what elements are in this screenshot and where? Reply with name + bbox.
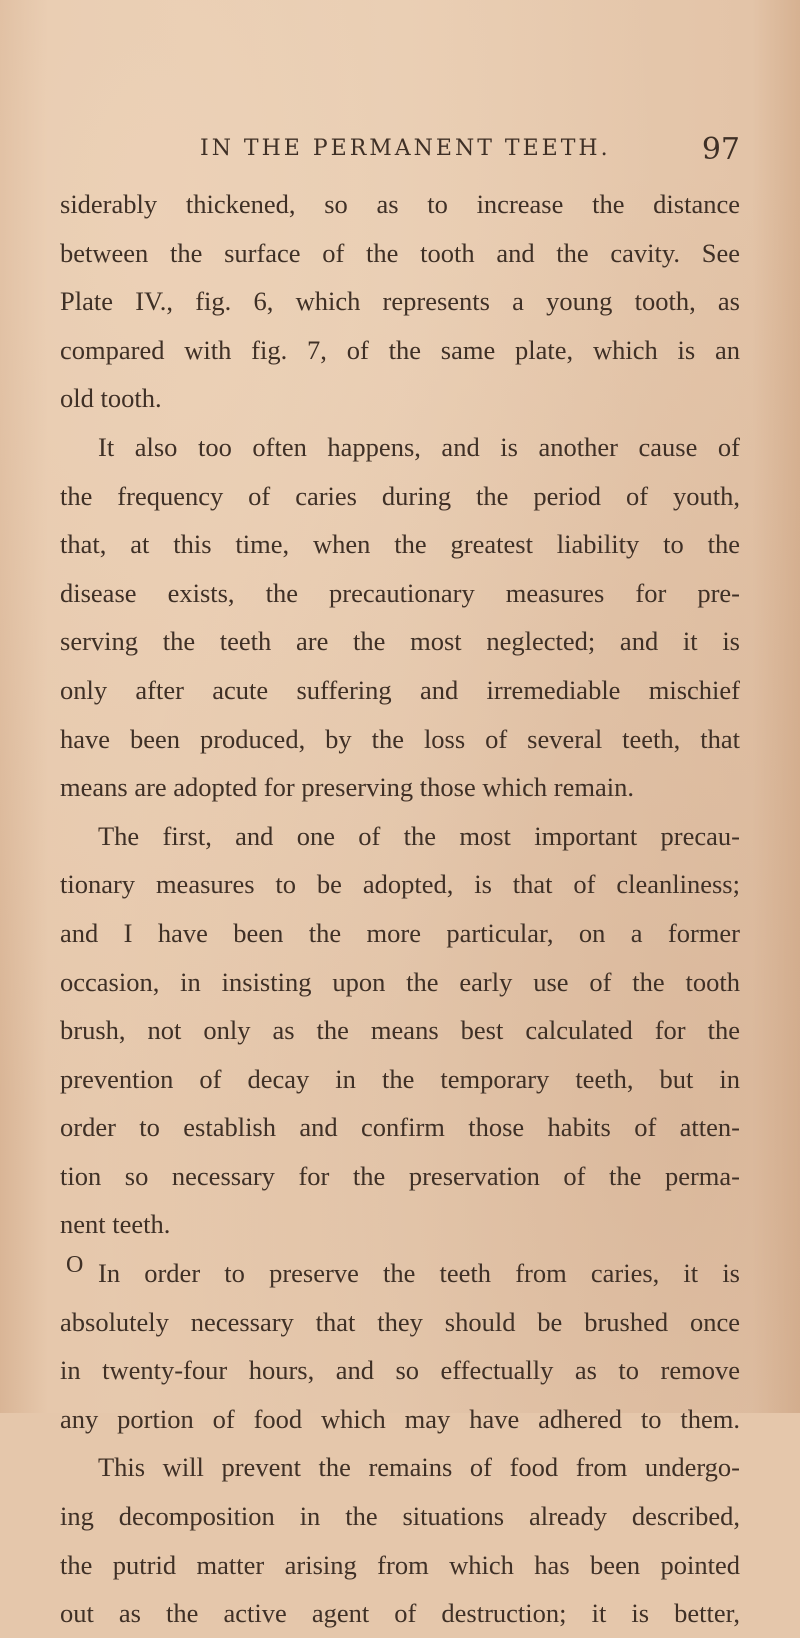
text-line: out as the active agent of destruction; it is better,: [60, 1598, 740, 1629]
text-line: occasion, in insisting upon the early use of the tooth: [60, 966, 740, 997]
text-line: siderably thickened, so as to increase the distance: [60, 189, 740, 219]
text-line: old tooth.: [60, 383, 162, 414]
paragraph-start-line: This will prevent the remains of food from undergo-: [98, 1452, 740, 1483]
text-line: compared with fig. 7, of the same plate, which is an: [60, 334, 740, 365]
text-line: tionary measures to be adopted, is that of cleanliness;: [60, 869, 740, 900]
text-line: the putrid matter arising from which has been pointed: [60, 1549, 740, 1580]
text-line: nent teeth.: [60, 1209, 171, 1240]
text-line: that, at this time, when the greatest liability to the: [60, 529, 740, 560]
text-line: prevention of decay in the temporary teeth, but in: [60, 1063, 740, 1094]
text-line: Plate IV., fig. 6, which represents a young tooth, as: [60, 286, 740, 317]
text-line: brush, not only as the means best calculated for the: [60, 1015, 740, 1046]
page-header: [200, 132, 740, 176]
text-line: the frequency of caries during the period of youth,: [60, 480, 740, 511]
text-line: and I have been the more particular, on a former: [60, 917, 740, 948]
text-line: ing decomposition in the situations already described,: [60, 1501, 740, 1532]
text-line: disease exists, the precautionary measures for pre-: [60, 577, 740, 608]
text-line: between the surface of the tooth and the cavity. See: [60, 237, 740, 268]
signature-mark: O: [66, 1252, 84, 1278]
text-line: means are adopted for preserving those which remain.: [60, 772, 634, 803]
paragraph-start-line: It also too often happens, and is another cause of: [98, 431, 740, 462]
text-line: in twenty-four hours, and so effectually as to remove: [60, 1355, 740, 1386]
paragraph-start-line: The first, and one of the most important precau-: [98, 820, 740, 851]
running-head: IN THE PERMANENT TEETH.: [200, 136, 611, 161]
body-text: [60, 180, 740, 1638]
text-line: tion so necessary for the preservation of the perma-: [60, 1160, 740, 1191]
paragraph-start-line: In order to preserve the teeth from caries, it is: [98, 1258, 740, 1289]
text-line: order to establish and confirm those habits of atten-: [60, 1112, 740, 1143]
text-line: have been produced, by the loss of several teeth, that: [60, 723, 740, 754]
text-line: any portion of food which may have adhered to them.: [60, 1403, 740, 1434]
page-number: 97: [701, 132, 740, 167]
text-line: absolutely necessary that they should be brushed once: [60, 1306, 740, 1337]
text-line: serving the teeth are the most neglected; and it is: [60, 626, 740, 657]
text-line: only after acute suffering and irremediable mischief: [60, 674, 740, 705]
